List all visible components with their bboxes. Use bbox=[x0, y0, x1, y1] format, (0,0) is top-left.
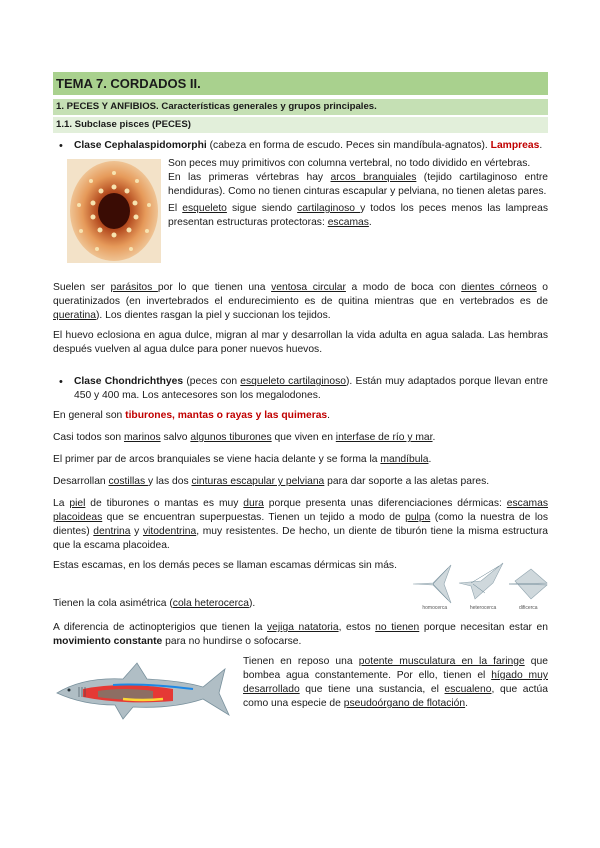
paragraph-scales: Estas escamas, en los demás peces se llaman escamas dérmicas sin más. bbox=[53, 560, 397, 571]
paragraph-ribs: Desarrollan costillas y las dos cinturas escapular y pelviana para dar soporte a las aletas pares. bbox=[53, 476, 490, 487]
page bbox=[53, 72, 548, 735]
tail-block bbox=[53, 559, 548, 615]
tail-types-drawing bbox=[411, 559, 549, 609]
section-heading: 1. PECES Y ANFIBIOS. Características generales y grupos principales. bbox=[53, 99, 548, 115]
tail-label-homocerca: homocerca bbox=[422, 605, 448, 611]
lamprey-description: Son peces muy primitivos con columna vertebral, no todo dividido en vértebras. En las primeras vértebras hay arcos branquiales (tejido cartilaginoso entre hendiduras). Como no tienen cinturas escapular y pelviana, no tienen aletas pares. El esqueleto sigue siendo cartilaginoso y todos los peces menos las lampreas presentan estructuras protectoras: escamas. bbox=[168, 158, 549, 228]
paragraph-parasites: Suelen ser parásitos por lo que tienen una ventosa circular a modo de boca con dientes córneos o queratinizados (en invertebrados el endurecimiento es de quitina mientras que en vertebrados es de queratina). Los dientes rasgan la piel y succionan los tejidos. bbox=[53, 282, 548, 321]
tail-label-dificerca: dificerca bbox=[518, 605, 538, 611]
bullet-cephalaspidomorphi: • Clase Cephalaspidomorphi (cabeza en forma de escudo. Peces sin mandíbula-agnatos). Lampreas. bbox=[53, 139, 548, 153]
lamprey-block bbox=[53, 155, 548, 275]
paragraph-swim-bladder: A diferencia de actinopterigios que tienen la vejiga natatoria, estos no tienen porque necesitan estar en movimiento constante para no hundirse o sofocarse. bbox=[53, 622, 548, 647]
bullet-chondrichthyes: • Clase Chondrichthyes (peces con esqueleto cartilaginoso). Están muy adaptados porque llevan entre 450 y 400 ma. Los antecesores son los megalodones. bbox=[53, 375, 548, 403]
subsection-heading: 1.1. Subclase pisces (PECES) bbox=[53, 117, 548, 133]
tail-type-labels bbox=[411, 605, 549, 611]
paragraph-tail: Tienen la cola asimétrica (cola heterocerca). bbox=[53, 598, 256, 609]
paragraph-skin: La piel de tiburones o mantas es muy dura porque presenta unas diferenciaciones dérmicas: escamas placoideas que se encuentran superpuestas. Tienen un tejido a modo de pulpa (como la nuestra de los dientes) dentrina y vitodentrina, muy resistentes. De hecho, un diente de tiburón tiene la misma estructura que la escama placoidea. bbox=[53, 498, 549, 551]
paragraph-jaw: El primer par de arcos branquiales se viene hacia delante y se forma la mandíbula. bbox=[53, 454, 432, 465]
tail-label-heterocerca: heterocerca bbox=[469, 605, 497, 611]
shark-anatomy-image bbox=[53, 657, 233, 727]
paragraph-eggs: El huevo eclosiona en agua dulce, migran al mar y desarrollan la vida adulta en agua salada. Las hembras después vuelven al agua dulce para poner nuevos huevos. bbox=[53, 330, 548, 355]
tail-types-figure bbox=[411, 559, 549, 617]
paragraph-liver: Tienen en reposo una potente musculatura en la faringe que bombea agua constantemente. Por ello, tienen el hígado muy desarrollado que tiene una sustancia, el escualeno, que actúa como una especie de pseudoórgano de flotación. bbox=[243, 656, 548, 709]
page-title: TEMA 7. CORDADOS II. bbox=[53, 72, 548, 95]
paragraph-groups: En general son tiburones, mantas o rayas y las quimeras. bbox=[53, 410, 331, 421]
lamprey-mouth-image bbox=[67, 159, 161, 263]
shark-block bbox=[53, 655, 548, 735]
paragraph-habitat: Casi todos son marinos salvo algunos tiburones que viven en interfase de río y mar. bbox=[53, 432, 436, 443]
